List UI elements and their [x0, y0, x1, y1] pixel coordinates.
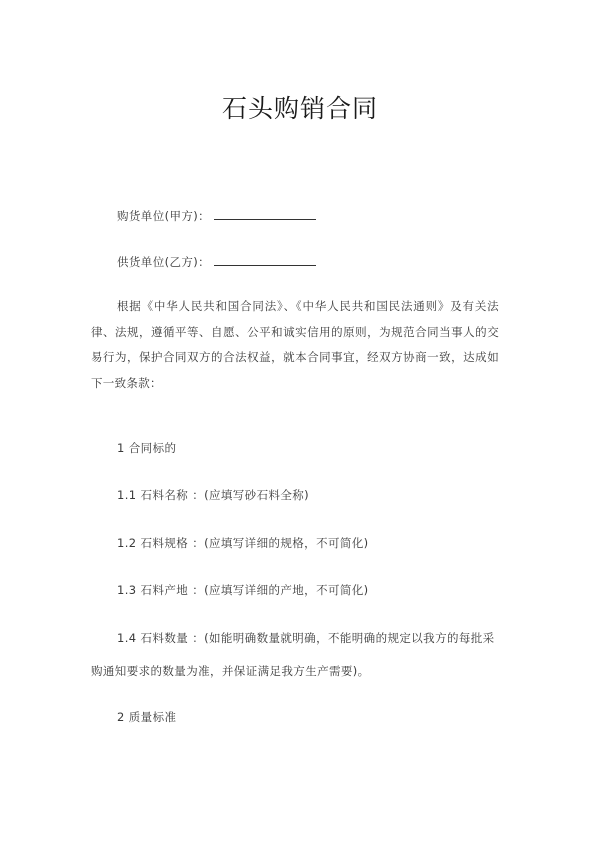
section-1-heading: 1 合同标的 — [117, 441, 177, 455]
supplier-line — [117, 253, 316, 270]
item-1-3: 1.3 石料产地 ：(应填写详细的产地，不可简化) — [117, 583, 369, 597]
buyer-blank-field — [214, 207, 316, 220]
section-2-heading: 2 质量标准 — [117, 710, 177, 724]
supplier-label: 供货单位(乙方)： — [117, 255, 211, 269]
item-1-2: 1.2 石料规格 ：(应填写详细的规格，不可简化) — [117, 536, 369, 550]
document-title: 石头购销合同 — [221, 94, 378, 123]
buyer-label: 购货单位(甲方)： — [117, 209, 211, 223]
item-1-4-line-1: 1.4 石料数量 ：(如能明确数量就明确，不能明确的规定以我方的每批采 — [117, 631, 495, 645]
supplier-blank-field — [214, 253, 316, 266]
item-1-4-line-2: 购通知要求的数量为准，并保证满足我方生产需要)。 — [91, 664, 370, 678]
preamble-paragraph: 根据《中华人民共和国合同法》、《中华人民共和国民法通则》及有关法律、法规，遵循平等、自愿、公平和诚实信用的原则，为规范合同当事人的交易行为，保护合同双方的合法权益，就本合同事宜，经双方协商一致，达成如下一致条款： — [91, 299, 499, 390]
item-1-1: 1.1 石料名称 ：(应填写砂石料全称) — [117, 488, 310, 502]
buyer-line — [117, 207, 316, 224]
